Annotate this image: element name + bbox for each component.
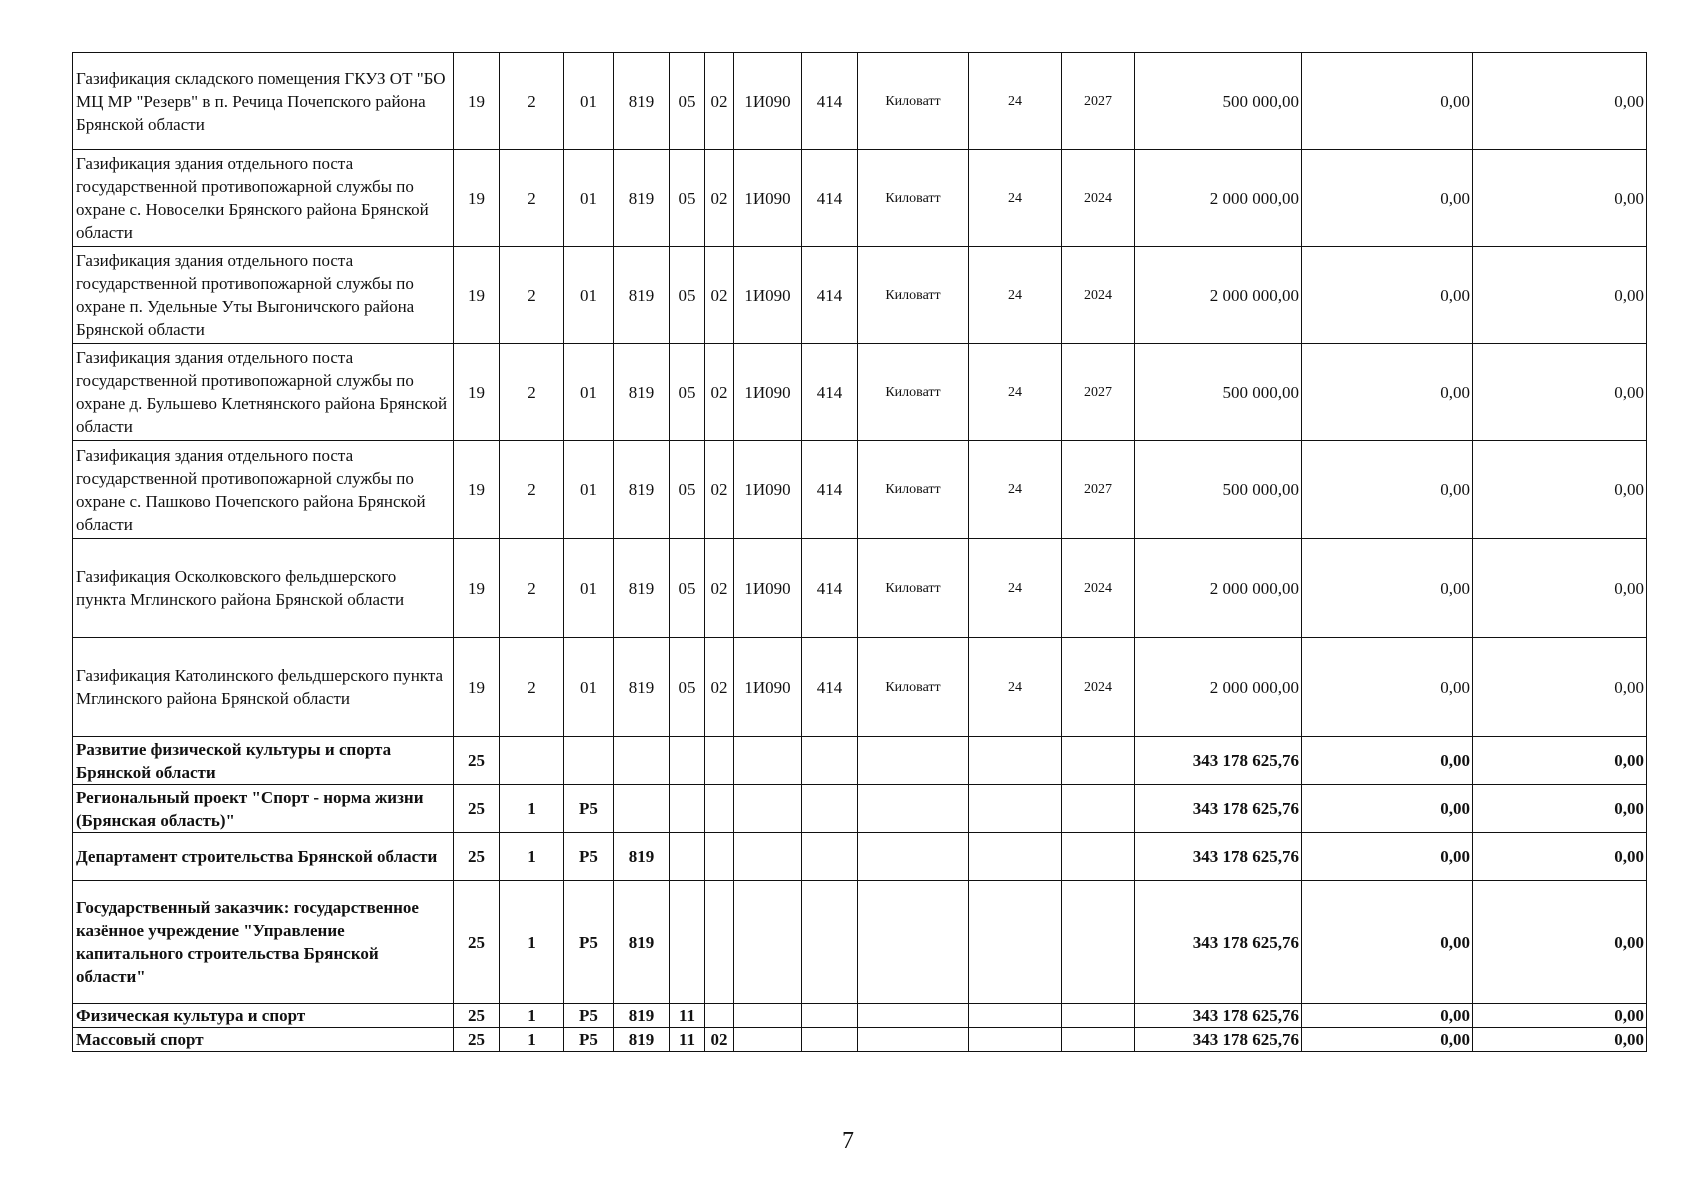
- target-article-cell: [734, 1028, 802, 1052]
- subsection-cell: 02: [705, 344, 734, 441]
- table-row: [73, 737, 1647, 785]
- sum-2025-cell: 0,00: [1302, 833, 1473, 881]
- power-cell: [969, 881, 1062, 1004]
- target-article-cell: 1И090: [734, 344, 802, 441]
- power-cell: 24: [969, 53, 1062, 150]
- subsection-code-cell: 1: [500, 1028, 564, 1052]
- sum-2025-cell: 0,00: [1302, 53, 1473, 150]
- section-cell: 11: [670, 1004, 705, 1028]
- sum-2024-cell: 2 000 000,00: [1135, 150, 1302, 247]
- target-article-cell: [734, 737, 802, 785]
- table-row: [73, 1028, 1647, 1052]
- sum-2025-cell: 0,00: [1302, 881, 1473, 1004]
- target-article-cell: 1И090: [734, 441, 802, 539]
- project-code-cell: 01: [564, 247, 614, 344]
- target-article-cell: 1И090: [734, 150, 802, 247]
- power-cell: 24: [969, 441, 1062, 539]
- section-code-cell: 25: [454, 1004, 500, 1028]
- budget-table-sheet: [72, 52, 1646, 1052]
- project-code-cell: [564, 737, 614, 785]
- section-code-cell: 25: [454, 785, 500, 833]
- section-code-cell: 19: [454, 344, 500, 441]
- sum-2026-cell: 0,00: [1473, 441, 1647, 539]
- sum-2026-cell: 0,00: [1473, 881, 1647, 1004]
- sum-2025-cell: 0,00: [1302, 737, 1473, 785]
- unit-cell: Киловатт: [858, 441, 969, 539]
- target-article-cell: 1И090: [734, 638, 802, 737]
- table-row: [73, 150, 1647, 247]
- row-name-cell: Массовый спорт: [73, 1028, 454, 1052]
- subsection-code-cell: 2: [500, 53, 564, 150]
- section-cell: 05: [670, 53, 705, 150]
- table-body: [73, 53, 1647, 1052]
- section-cell: 05: [670, 638, 705, 737]
- department-code-cell: 819: [614, 881, 670, 1004]
- unit-cell: Киловатт: [858, 53, 969, 150]
- sum-2024-cell: 343 178 625,76: [1135, 1028, 1302, 1052]
- power-cell: 24: [969, 638, 1062, 737]
- subsection-code-cell: 1: [500, 833, 564, 881]
- sum-2026-cell: 0,00: [1473, 1004, 1647, 1028]
- subsection-code-cell: [500, 737, 564, 785]
- section-cell: [670, 785, 705, 833]
- budget-table: [72, 52, 1647, 1052]
- sum-2025-cell: 0,00: [1302, 785, 1473, 833]
- target-article-cell: [734, 1004, 802, 1028]
- sum-2024-cell: 343 178 625,76: [1135, 785, 1302, 833]
- expense-type-cell: 414: [802, 150, 858, 247]
- table-row: [73, 881, 1647, 1004]
- sum-2026-cell: 0,00: [1473, 1028, 1647, 1052]
- section-cell: 05: [670, 441, 705, 539]
- sum-2026-cell: 0,00: [1473, 344, 1647, 441]
- unit-cell: Киловатт: [858, 638, 969, 737]
- row-name-cell: Государственный заказчик: государственное казённое учреждение "Управление капитального строительства Брянской области": [73, 881, 454, 1004]
- target-article-cell: 1И090: [734, 53, 802, 150]
- row-name-cell: Газификация здания отдельного поста государственной противопожарной службы по охране с. Новоселки Брянского района Брянской области: [73, 150, 454, 247]
- project-code-cell: Р5: [564, 1028, 614, 1052]
- table-row: [73, 247, 1647, 344]
- department-code-cell: 819: [614, 344, 670, 441]
- subsection-cell: 02: [705, 638, 734, 737]
- subsection-code-cell: 2: [500, 150, 564, 247]
- year-cell: 2027: [1062, 441, 1135, 539]
- row-name-cell: Газификация складского помещения ГКУЗ ОТ "БО МЦ МР "Резерв" в п. Речица Почепского района Брянской области: [73, 53, 454, 150]
- subsection-code-cell: 2: [500, 247, 564, 344]
- department-code-cell: 819: [614, 150, 670, 247]
- sum-2024-cell: 343 178 625,76: [1135, 1004, 1302, 1028]
- sum-2025-cell: 0,00: [1302, 1028, 1473, 1052]
- expense-type-cell: [802, 785, 858, 833]
- unit-cell: Киловатт: [858, 539, 969, 638]
- table-row: [73, 833, 1647, 881]
- section-code-cell: 19: [454, 53, 500, 150]
- subsection-cell: 02: [705, 1028, 734, 1052]
- row-name-cell: Региональный проект "Спорт - норма жизни (Брянская область)": [73, 785, 454, 833]
- sum-2025-cell: 0,00: [1302, 344, 1473, 441]
- power-cell: [969, 785, 1062, 833]
- year-cell: 2027: [1062, 53, 1135, 150]
- sum-2026-cell: 0,00: [1473, 539, 1647, 638]
- year-cell: 2024: [1062, 247, 1135, 344]
- sum-2025-cell: 0,00: [1302, 1004, 1473, 1028]
- sum-2024-cell: 500 000,00: [1135, 441, 1302, 539]
- expense-type-cell: 414: [802, 638, 858, 737]
- department-code-cell: [614, 737, 670, 785]
- power-cell: [969, 833, 1062, 881]
- row-name-cell: Газификация здания отдельного поста государственной противопожарной службы по охране п. Удельные Уты Выгоничского района Брянской области: [73, 247, 454, 344]
- sum-2025-cell: 0,00: [1302, 539, 1473, 638]
- year-cell: [1062, 737, 1135, 785]
- unit-cell: Киловатт: [858, 150, 969, 247]
- project-code-cell: 01: [564, 441, 614, 539]
- table-row: [73, 638, 1647, 737]
- section-code-cell: 19: [454, 441, 500, 539]
- subsection-cell: [705, 1004, 734, 1028]
- section-cell: 05: [670, 539, 705, 638]
- expense-type-cell: [802, 737, 858, 785]
- target-article-cell: [734, 881, 802, 1004]
- year-cell: [1062, 833, 1135, 881]
- unit-cell: Киловатт: [858, 344, 969, 441]
- unit-cell: [858, 737, 969, 785]
- section-code-cell: 25: [454, 881, 500, 1004]
- table-row: [73, 1004, 1647, 1028]
- section-code-cell: 19: [454, 150, 500, 247]
- power-cell: 24: [969, 150, 1062, 247]
- table-row: [73, 785, 1647, 833]
- target-article-cell: [734, 785, 802, 833]
- unit-cell: Киловатт: [858, 247, 969, 344]
- sum-2026-cell: 0,00: [1473, 53, 1647, 150]
- expense-type-cell: [802, 881, 858, 1004]
- section-code-cell: 19: [454, 638, 500, 737]
- sum-2024-cell: 343 178 625,76: [1135, 737, 1302, 785]
- subsection-cell: 02: [705, 539, 734, 638]
- target-article-cell: 1И090: [734, 539, 802, 638]
- sum-2025-cell: 0,00: [1302, 441, 1473, 539]
- sum-2026-cell: 0,00: [1473, 638, 1647, 737]
- department-code-cell: 819: [614, 441, 670, 539]
- subsection-cell: [705, 785, 734, 833]
- power-cell: [969, 1028, 1062, 1052]
- expense-type-cell: 414: [802, 53, 858, 150]
- section-cell: [670, 881, 705, 1004]
- section-cell: 05: [670, 150, 705, 247]
- sum-2024-cell: 500 000,00: [1135, 53, 1302, 150]
- project-code-cell: 01: [564, 53, 614, 150]
- row-name-cell: Газификация здания отдельного поста государственной противопожарной службы по охране с. Пашково Почепского района Брянской области: [73, 441, 454, 539]
- unit-cell: [858, 1028, 969, 1052]
- row-name-cell: Департамент строительства Брянской области: [73, 833, 454, 881]
- sum-2024-cell: 343 178 625,76: [1135, 881, 1302, 1004]
- expense-type-cell: 414: [802, 247, 858, 344]
- sum-2025-cell: 0,00: [1302, 150, 1473, 247]
- expense-type-cell: [802, 833, 858, 881]
- target-article-cell: [734, 833, 802, 881]
- section-cell: [670, 737, 705, 785]
- year-cell: [1062, 1028, 1135, 1052]
- subsection-cell: [705, 737, 734, 785]
- department-code-cell: 819: [614, 247, 670, 344]
- row-name-cell: Газификация здания отдельного поста государственной противопожарной службы по охране д. Бульшево Клетнянского района Брянской области: [73, 344, 454, 441]
- subsection-cell: 02: [705, 150, 734, 247]
- expense-type-cell: [802, 1004, 858, 1028]
- table-row: [73, 344, 1647, 441]
- row-name-cell: Физическая культура и спорт: [73, 1004, 454, 1028]
- section-code-cell: 25: [454, 1028, 500, 1052]
- row-name-cell: Газификация Католинского фельдшерского пункта Мглинского района Брянской области: [73, 638, 454, 737]
- section-cell: 05: [670, 344, 705, 441]
- sum-2024-cell: 343 178 625,76: [1135, 833, 1302, 881]
- expense-type-cell: 414: [802, 539, 858, 638]
- subsection-cell: 02: [705, 53, 734, 150]
- sum-2026-cell: 0,00: [1473, 785, 1647, 833]
- subsection-code-cell: 1: [500, 785, 564, 833]
- power-cell: 24: [969, 247, 1062, 344]
- unit-cell: [858, 881, 969, 1004]
- year-cell: 2024: [1062, 638, 1135, 737]
- year-cell: 2027: [1062, 344, 1135, 441]
- expense-type-cell: 414: [802, 344, 858, 441]
- department-code-cell: 819: [614, 1028, 670, 1052]
- row-name-cell: Развитие физической культуры и спорта Брянской области: [73, 737, 454, 785]
- project-code-cell: 01: [564, 539, 614, 638]
- subsection-code-cell: 2: [500, 539, 564, 638]
- year-cell: [1062, 881, 1135, 1004]
- expense-type-cell: 414: [802, 441, 858, 539]
- sum-2025-cell: 0,00: [1302, 247, 1473, 344]
- section-cell: 05: [670, 247, 705, 344]
- sum-2026-cell: 0,00: [1473, 737, 1647, 785]
- power-cell: 24: [969, 344, 1062, 441]
- power-cell: [969, 737, 1062, 785]
- sum-2024-cell: 2 000 000,00: [1135, 539, 1302, 638]
- subsection-cell: [705, 881, 734, 1004]
- target-article-cell: 1И090: [734, 247, 802, 344]
- table-row: [73, 53, 1647, 150]
- sum-2025-cell: 0,00: [1302, 638, 1473, 737]
- department-code-cell: 819: [614, 1004, 670, 1028]
- subsection-code-cell: 2: [500, 441, 564, 539]
- subsection-cell: [705, 833, 734, 881]
- power-cell: [969, 1004, 1062, 1028]
- department-code-cell: 819: [614, 53, 670, 150]
- section-code-cell: 25: [454, 737, 500, 785]
- subsection-code-cell: 1: [500, 881, 564, 1004]
- section-code-cell: 25: [454, 833, 500, 881]
- year-cell: 2024: [1062, 539, 1135, 638]
- section-code-cell: 19: [454, 539, 500, 638]
- project-code-cell: Р5: [564, 833, 614, 881]
- unit-cell: [858, 1004, 969, 1028]
- subsection-code-cell: 2: [500, 638, 564, 737]
- department-code-cell: 819: [614, 833, 670, 881]
- row-name-cell: Газификация Осколковского фельдшерского пункта Мглинского района Брянской области: [73, 539, 454, 638]
- year-cell: [1062, 785, 1135, 833]
- year-cell: 2024: [1062, 150, 1135, 247]
- unit-cell: [858, 785, 969, 833]
- subsection-cell: 02: [705, 247, 734, 344]
- sum-2024-cell: 500 000,00: [1135, 344, 1302, 441]
- table-row: [73, 539, 1647, 638]
- sum-2024-cell: 2 000 000,00: [1135, 247, 1302, 344]
- sum-2026-cell: 0,00: [1473, 833, 1647, 881]
- subsection-code-cell: 2: [500, 344, 564, 441]
- department-code-cell: [614, 785, 670, 833]
- project-code-cell: Р5: [564, 785, 614, 833]
- sum-2026-cell: 0,00: [1473, 150, 1647, 247]
- project-code-cell: Р5: [564, 1004, 614, 1028]
- project-code-cell: 01: [564, 638, 614, 737]
- department-code-cell: 819: [614, 638, 670, 737]
- expense-type-cell: [802, 1028, 858, 1052]
- unit-cell: [858, 833, 969, 881]
- project-code-cell: 01: [564, 150, 614, 247]
- project-code-cell: 01: [564, 344, 614, 441]
- table-row: [73, 441, 1647, 539]
- sum-2026-cell: 0,00: [1473, 247, 1647, 344]
- power-cell: 24: [969, 539, 1062, 638]
- department-code-cell: 819: [614, 539, 670, 638]
- section-cell: 11: [670, 1028, 705, 1052]
- page-number: 7: [842, 1128, 854, 1154]
- section-cell: [670, 833, 705, 881]
- section-code-cell: 19: [454, 247, 500, 344]
- subsection-cell: 02: [705, 441, 734, 539]
- subsection-code-cell: 1: [500, 1004, 564, 1028]
- year-cell: [1062, 1004, 1135, 1028]
- sum-2024-cell: 2 000 000,00: [1135, 638, 1302, 737]
- project-code-cell: Р5: [564, 881, 614, 1004]
